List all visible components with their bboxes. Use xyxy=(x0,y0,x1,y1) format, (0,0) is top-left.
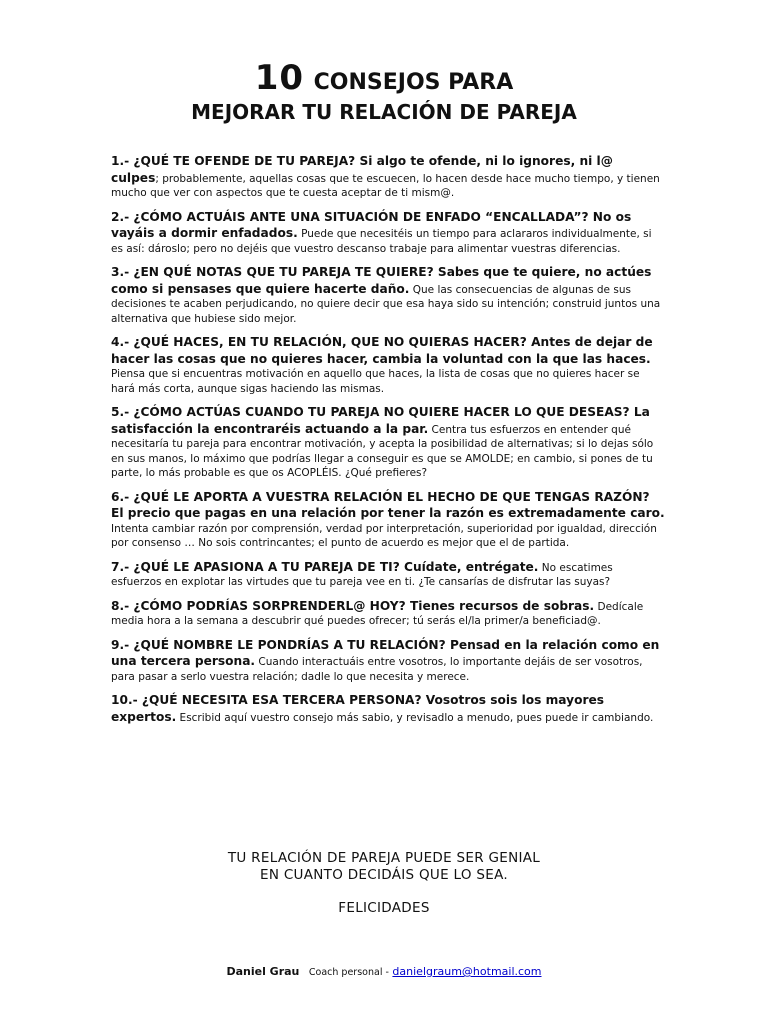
tip-text: Intenta cambiar razón por comprensión, verdad por interpretación, superioridad por igualdad, dirección por consenso … No sois contrincantes; el punto de acuerdo es mejor que el de partida. xyxy=(111,522,657,549)
closing-line-2: EN CUANTO DECIDÁIS QUE LO SEA. xyxy=(260,867,508,883)
tip-heading: 3.- ¿EN QUÉ NOTAS QUE TU PAREJA TE QUIERE? Sabes que te quiere, no actúes como si pensases que quiere hacerte daño. xyxy=(111,265,652,296)
closing-line-1: TU RELACIÓN DE PAREJA PUEDE SER GENIAL xyxy=(227,850,541,866)
tip-text: No escatimes esfuerzos en explotar las virtudes que tu pareja vee en ti. ¿Te cansarías de disfrutar las suyas? xyxy=(111,561,613,588)
tip-9 xyxy=(111,637,665,685)
tip-heading: 1.- ¿QUÉ TE OFENDE DE TU PAREJA? Si algo te ofende, ni lo ignores, ni l@ culpes xyxy=(111,154,613,185)
closing-message xyxy=(0,850,768,884)
tip-heading: 5.- ¿CÓMO ACTÚAS CUANDO TU PAREJA NO QUIERE HACER LO QUE DESEAS? La satisfacción la encontraréis actuando a la par. xyxy=(111,405,650,436)
email-link[interactable]: danielgraum@hotmail.com xyxy=(392,965,542,978)
author-name: Daniel Grau xyxy=(226,965,300,978)
tip-10 xyxy=(111,692,665,725)
tip-text: Cuando interactuáis entre vosotros, lo importante dejáis de ser vosotros, para pasar a serlo vuestra relación; dadle lo que necesita y merece. xyxy=(111,656,643,683)
tip-2 xyxy=(111,209,665,257)
tip-heading: 6.- ¿QUÉ LE APORTA A VUESTRA RELACIÓN EL HECHO DE QUE TENGAS RAZÓN? El precio que pagas en una relación por tener la razón es extremadamente caro. xyxy=(111,489,665,520)
tip-text: Que las consecuencias de algunas de sus decisiones te acaben perjudicando, no quiere decir que esa haya sido su intención; construid juntos una alternativa que hubiese sido mejor. xyxy=(111,283,661,325)
tip-text: Puede que necesitéis un tiempo para aclararos individualmente, si es así: dároslo; pero no dejéis que vuestro descanso trabaje para alimentar vuestras diferencias. xyxy=(111,228,652,255)
tip-text: Dedícale media hora a la semana a descubrir qué puedes ofrecer; tú serás el/la primer/a beneficiad@. xyxy=(111,600,644,627)
tip-6 xyxy=(111,489,665,551)
tip-3 xyxy=(111,264,665,326)
tip-heading: 4.- ¿QUÉ HACES, EN TU RELACIÓN, QUE NO QUIERAS HACER? Antes de dejar de hacer las cosas que no quieres hacer, cambia la voluntad con la que las haces. xyxy=(111,335,653,366)
tip-text: Escribid aquí vuestro consejo más sabio, y revisadlo a menudo, pues puede ir cambiando. xyxy=(176,711,654,724)
tip-heading: 10.- ¿QUÉ NECESITA ESA TERCERA PERSONA? Vosotros sois los mayores expertos. xyxy=(111,693,605,724)
title-line-2: MEJORAR TU RELACIÓN DE PAREJA xyxy=(191,100,577,124)
tip-text: Piensa que si encuentras motivación en aquello que haces, la lista de cosas que no quieres hacer se hará más corta, aunque sigas haciendo las mismas. xyxy=(111,368,640,395)
tip-heading: 8.- ¿CÓMO PODRÍAS SORPRENDERL@ HOY? Tienes recursos de sobras. xyxy=(111,598,595,613)
title-number: 10 xyxy=(254,58,305,98)
title-line-1 xyxy=(0,58,768,98)
tip-heading: 7.- ¿QUÉ LE APASIONA A TU PAREJA DE TI? Cuídate, entrégate. xyxy=(111,559,539,574)
author-role: Coach personal - xyxy=(308,967,389,978)
title-text: CONSEJOS PARA xyxy=(313,70,514,95)
footer xyxy=(0,965,768,978)
tip-4 xyxy=(111,334,665,396)
tip-heading: 9.- ¿QUÉ NOMBRE LE PONDRÍAS A TU RELACIÓN? Pensad en la relación como en una tercera persona. xyxy=(111,637,660,668)
tip-8 xyxy=(111,598,665,629)
tip-1 xyxy=(111,153,665,201)
tip-text: Centra tus esfuerzos en entender qué necesitaría tu pareja para encontrar motivación, y acepta la posibilidad de alternativas; si lo dejas sólo en sus manos, lo máximo que podrías llegar a conseguir es que se AMOLDE; en cambio, si pones de tu parte, lo más probable es que os ACOPLÉIS. ¿Qué prefieres? xyxy=(111,423,654,479)
tip-heading: 2.- ¿CÓMO ACTUÁIS ANTE UNA SITUACIÓN DE ENFADO “ENCALLADA”? No os vayáis a dormir enfadados. xyxy=(111,209,632,240)
tip-5 xyxy=(111,404,665,481)
tip-7 xyxy=(111,559,665,590)
felicidades-text: FELICIDADES xyxy=(338,900,430,916)
tips-list xyxy=(111,153,665,733)
tip-text: ; probablemente, aquellas cosas que te escuecen, lo hacen desde hace mucho tiempo, y tienen mucho que ver con aspectos que te cuesta aceptar de ti mism@. xyxy=(111,172,660,199)
